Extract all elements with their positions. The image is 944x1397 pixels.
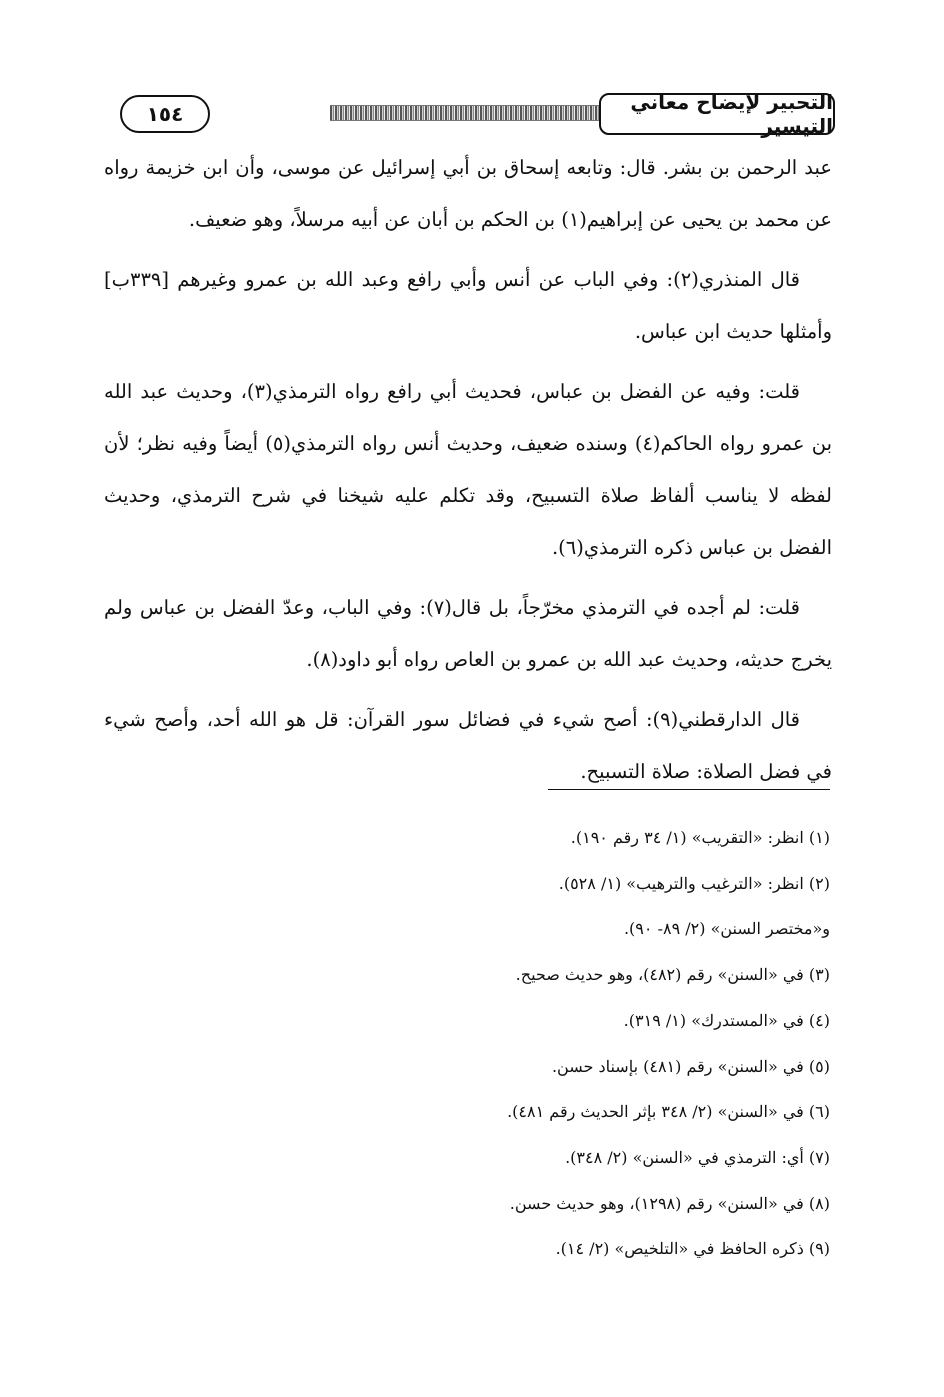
footnote: (٨) في «السنن» رقم (١٢٩٨)، وهو حديث حسن. [509,1193,830,1213]
book-title: التحبير لإيضاح معاني التيسير [630,90,833,138]
footnote: (٣) في «السنن» رقم (٤٨٢)، وهو حديث صحيح. [515,965,830,985]
footnote: (٥) في «السنن» رقم (٤٨١) بإسناد حسن. [551,1056,830,1076]
page-number-badge [120,95,210,133]
footnote: (٩) ذكره الحافظ في «التلخيص» (٢/ ١٤). [555,1239,830,1259]
paragraph: عبد الرحمن بن بشر. قال: وتابعه إسحاق بن أبي إسرائيل عن موسى، وأن ابن خزيمة رواه عن محمد بن يحيى عن إبراهيم(١) بن الحكم بن أبان عن أبيه مرسلاً، وهو ضعيف. [104,156,832,231]
paragraph: قال الدارقطني(٩): أصح شيء في فضائل سور القرآن: قل هو الله أحد، وأصح شيء في فضل الصلاة: صلاة التسبيح. [104,708,832,783]
page-header [100,90,835,139]
footnote: (٦) في «السنن» (٢/ ٣٤٨ بإثر الحديث رقم ٤٨١). [507,1102,830,1122]
page-number: ١٥٤ [146,102,184,126]
footnote-separator [548,789,830,790]
footnotes [300,815,830,1272]
footnote: (٤) في «المستدرك» (١/ ٣١٩). [623,1010,830,1030]
paragraph: قال المنذري(٢): وفي الباب عن أنس وأبي رافع وعبد الله بن عمرو وغيرهم [٣٣٩ب] وأمثلها حديث ابن عباس. [104,268,832,343]
footnote: (٢) انظر: «الترغيب والترهيب» (١/ ٥٢٨). [558,873,830,893]
footnote: و«مختصر السنن» (٢/ ٨٩- ٩٠). [623,919,830,939]
paragraph: قلت: وفيه عن الفضل بن عباس، فحديث أبي رافع رواه الترمذي(٣)، وحديث عبد الله بن عمرو رواه الحاكم(٤) وسنده ضعيف، وحديث أنس رواه الترمذي(٥) أيضاً وفيه نظر؛ لأن لفظه لا يناسب ألفاظ صلاة التسبيح، وقد تكلم عليه شيخنا في شرح الترمذي، وحديث الفضل بن عباس ذكره الترمذي(٦). [104,380,833,559]
footnote: (١) انظر: «التقريب» (١/ ٣٤ رقم ١٩٠). [570,828,830,847]
book-title-box [599,90,835,138]
paragraph: قلت: لم أجده في الترمذي مخرّجاً، بل قال(٧): وفي الباب، وعدّ الفضل بن عباس ولم يخرج حديثه، وحديث عبد الله بن عمرو بن العاص رواه أبو داود(٨). [104,596,832,671]
main-text [104,142,832,806]
footnote: (٧) أي: الترمذي في «السنن» (٢/ ٣٤٨). [565,1147,830,1167]
